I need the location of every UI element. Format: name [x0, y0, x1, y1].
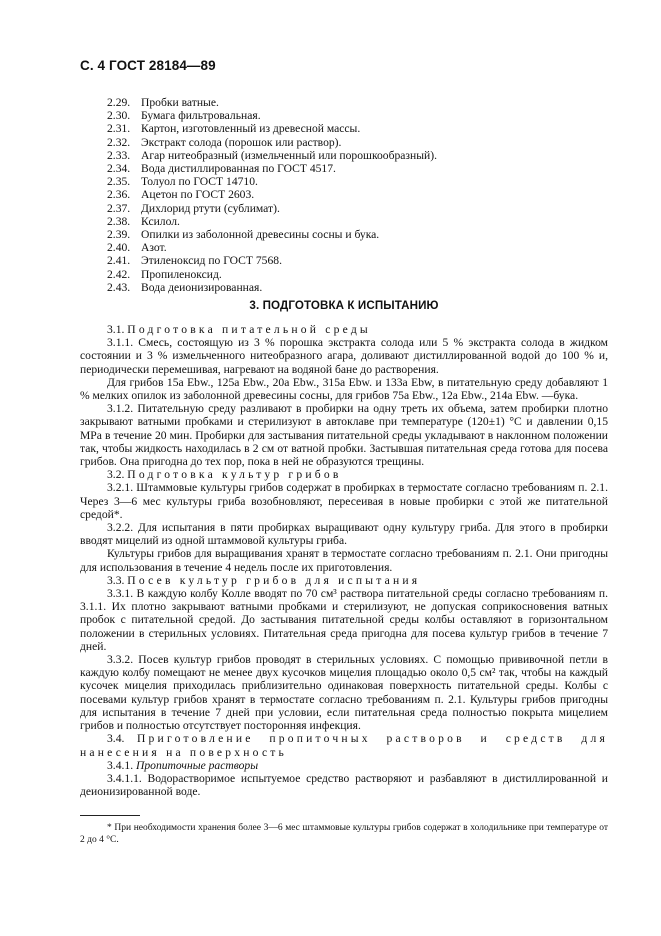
list-item [107, 109, 607, 122]
item-number: 2.33. [107, 148, 131, 162]
paragraph: 3.2.1. Штаммовые культуры грибов содержат в пробирках в термостате согласно требованиям п. 2.1. Через 3—6 мес культуры гриба возобновляют, пересеивая в новые пробирки с этой же питательной средой*. [80, 481, 608, 521]
subsection-heading [80, 759, 608, 772]
subsection-title: Пропиточные растворы [136, 758, 259, 772]
item-text: Пробки ватные. [141, 96, 219, 109]
item-number: 2.40. [107, 241, 131, 255]
item-number: 2.31. [107, 122, 131, 136]
item-text: Опилки из заболонной древесины сосны и бука. [141, 228, 380, 242]
list-item [107, 136, 607, 149]
section-body [80, 323, 608, 798]
footnote [80, 822, 608, 846]
paragraph: Для грибов 15а Ebw., 125а Ebw., 20а Ebw., 315а Ebw. и 133а Ebw, в питательную среду добавляют 1 % мелких опилок из заболонной древесины сосны, для грибов 75а Ebw., 12а Ebw., 214а Ebw. —бука. [80, 375, 608, 403]
item-number: 2.30. [107, 109, 131, 123]
item-text: Вода дистиллированная по ГОСТ 4517. [141, 162, 336, 176]
list-item [107, 149, 607, 162]
subsection-title: Подготовка культур грибов [127, 468, 342, 482]
item-text: Ксилол. [141, 214, 180, 228]
list-item [107, 254, 607, 267]
subsection-heading [80, 323, 608, 336]
list-item [107, 281, 607, 294]
subsection-number: 3.4. [107, 732, 125, 746]
section-heading: 3. ПОДГОТОВКА К ИСПЫТАНИЮ [249, 299, 439, 312]
list-item [107, 162, 607, 175]
item-text: Бумага фильтровальная. [141, 109, 261, 123]
item-text: Толуол по ГОСТ 14710. [141, 175, 258, 189]
subsection-number: 3.1. [107, 323, 125, 336]
page-header: С. 4 ГОСТ 28184—89 [80, 58, 216, 73]
paragraph: 3.4.1.1. Водорастворимое испытуемое средство растворяют и разбавляют в дистиллированной и деионизированной воде. [80, 771, 608, 799]
paragraph: 3.3.1. В каждую колбу Колле вводят по 70 см³ раствора питательной среды согласно требованиям п. 3.1.1. Их плотно закрывают ватными пробками и стерилизуют, не допуская соприкосновения ватных пробок с питательной средой. До застывания питательной среды колбы оставляют в горизонтальном положении в стерильных условиях. Питательная среда пригодна для посева культур грибов в течение 7 дней. [80, 587, 608, 653]
item-number: 2.43. [107, 280, 131, 294]
list-item [107, 96, 607, 109]
subsection-heading [80, 574, 608, 587]
item-text: Дихлорид ртути (сублимат). [141, 201, 280, 215]
materials-list [107, 96, 607, 294]
item-text: Вода деионизированная. [141, 280, 263, 294]
list-item [107, 241, 607, 254]
subsection-heading [80, 732, 608, 758]
item-text: Картон, изготовленный из древесной массы. [141, 122, 361, 136]
item-text: Пропиленоксид. [141, 267, 222, 281]
list-item [107, 188, 607, 201]
list-item [107, 202, 607, 215]
subsection-title: Подготовка питательной среды [127, 323, 371, 336]
item-text: Экстракт солода (порошок или раствор). [141, 135, 342, 149]
list-item [107, 122, 607, 135]
subsection-number: 3.2. [107, 468, 125, 482]
item-number: 2.38. [107, 214, 131, 228]
item-number: 2.35. [107, 175, 131, 189]
item-number: 2.34. [107, 162, 131, 176]
list-item [107, 268, 607, 281]
footnote-divider [80, 815, 140, 816]
item-number: 2.29. [107, 96, 131, 109]
list-item [107, 228, 607, 241]
list-item [107, 175, 607, 188]
item-number: 2.37. [107, 201, 131, 215]
footnote-text: * При необходимости хранения более 3—6 мес штаммовые культуры грибов содержат в холодильнике при температуре от 2 до 4 °С. [80, 823, 608, 845]
subsection-title: Приготовление пропиточных растворов и средств для нанесения на поверхность [80, 732, 608, 759]
subsection-number: 3.3. [107, 573, 125, 587]
item-text: Ацетон по ГОСТ 2603. [141, 188, 255, 202]
item-number: 2.39. [107, 228, 131, 242]
item-number: 2.41. [107, 254, 131, 268]
subsection-number: 3.4.1. [107, 758, 134, 772]
subsection-title: Посев культур грибов для испытания [127, 573, 421, 587]
paragraph: 3.3.2. Посев культур грибов проводят в стерильных условиях. С помощью прививочной петли в каждую колбу помещают не менее двух кусочков мицелия площадью около 0,5 см² так, чтобы на каждый кусочек мицелия приходилась приблизительно одинаковая поверхность питательной среды. Колбы с посевами культур грибов хранят в термостате согласно требованиям п. 2.1. Культуры грибов пригодны для испытания в течение 7 дней при условии, если питательная среда полностью покрыта мицелием грибов и полностью отсутствует посторонняя инфекция. [80, 653, 608, 733]
item-text: Азот. [141, 241, 167, 255]
item-number: 2.36. [107, 188, 131, 202]
item-text: Агар нитеобразный (измельченный или порошкообразный). [141, 148, 437, 162]
paragraph: 3.1.2. Питательную среду разливают в пробирки на одну треть их объема, затем пробирки плотно закрывают ватными пробками и стерилизуют в автоклаве при температуре (120±1) °С и давлении 0,15 МРа в течение 20 мин. Пробирки для застывания питательной среды укладывают в наклонном положении так, чтобы жидкость находилась в 2 см от ватной пробки. Застывшая питательная среда готова для посева грибов. Она пригодна до тех пор, пока в ней не образуются трещины. [80, 402, 608, 469]
paragraph: 3.2.2. Для испытания в пяти пробирках выращивают одну культуру гриба. Для этого в пробирки вводят мицелий из одной штаммовой культуры гриба. [80, 521, 608, 548]
subsection-heading [80, 468, 608, 481]
item-number: 2.42. [107, 267, 131, 281]
item-text: Этиленоксид по ГОСТ 7568. [141, 254, 282, 268]
item-number: 2.32. [107, 135, 131, 149]
paragraph: 3.1.1. Смесь, состоящую из 3 % порошка экстракта солода или 5 % экстракта солода в жидком состоянии и 3 % измельченного нитеобразного агара, доливают дистиллированной водой до 100 % и, периодически перемешивая, нагревают на водяной бане до растворения. [80, 336, 608, 376]
list-item [107, 215, 607, 228]
paragraph: Культуры грибов для выращивания хранят в термостате согласно требованиям п. 2.1. Они пригодны для использования в течение 4 недель после их приготовления. [80, 547, 608, 574]
